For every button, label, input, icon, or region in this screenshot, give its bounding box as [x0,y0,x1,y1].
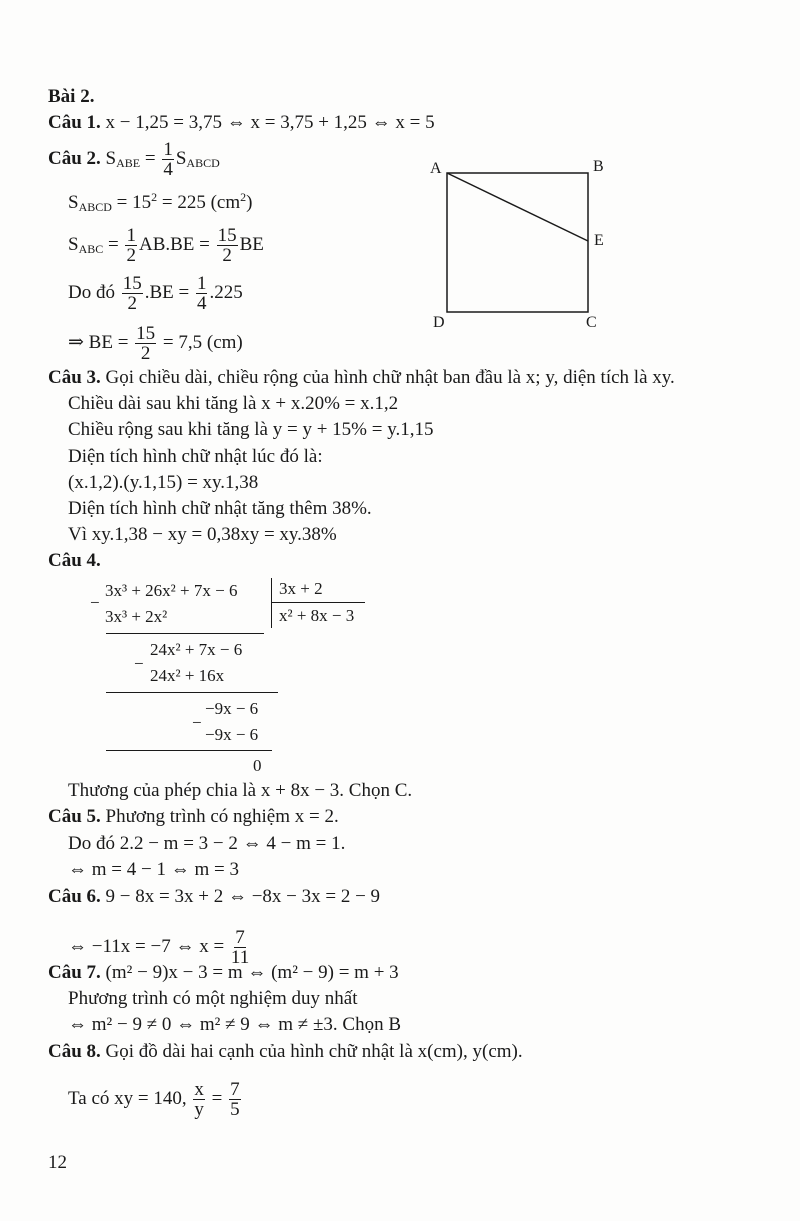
text-line: Diện tích hình chữ nhật tăng thêm 38%. [68,498,372,519]
text: Câu 6. [48,886,101,907]
text: 11 [230,947,250,968]
text-line: (x.1,2).(y.1,15) = xy.1,38 [68,472,259,493]
text-line: Thương của phép chia là x + 8x − 3. Chọn C. [68,780,413,801]
text: S [105,147,117,169]
text: 3x + 2 [279,579,323,598]
text: 0 [253,756,262,775]
cau-2-line-3 [68,226,264,265]
text: 2 [151,190,158,204]
fraction [162,140,174,179]
point-e-label: E [594,232,604,249]
text: = [206,1087,228,1109]
text: 2 [126,245,136,266]
text: Câu 5. [48,806,101,827]
cau-1 [48,112,435,134]
cau-2-line-1 [48,140,220,179]
text: Ta có xy = 140, [68,1087,192,1109]
text: .225 [209,281,243,303]
text: −9x − 6 [205,699,259,718]
text: S [68,233,79,255]
text: 2 [222,245,232,266]
text: ABCD [186,155,220,170]
text: Gọi đồ dài hai cạnh của hình chữ nhật là x(cm), y(cm). [105,1041,523,1062]
vertex-d-label: D [433,314,445,331]
square-abcd-figure [440,168,595,318]
cau-3 [48,367,675,389]
text: Gọi chiều dài, chiều rộng của hình chữ nhật ban đầu là x; y, diện tích là xy. [105,367,675,388]
text: S [68,192,79,213]
text-line: Vì xy.1,38 − xy = 0,38xy = xy.38% [68,524,337,545]
text: 3x³ + 26x² + 7x − 6 [105,581,238,600]
text: 15 [217,225,237,246]
text-line: ⇔ m = 4 − 1 ⇔ m = 3 [68,859,239,880]
text: 1 [126,225,136,246]
vertex-a-label: A [430,160,442,177]
text: ABE [116,155,141,170]
page-number: 12 [48,1152,67,1173]
text: AB.BE = [138,233,215,255]
cau-2-line-2 [68,186,252,218]
text-line: Do đó 2.2 − m = 3 − 2 ⇔ 4 − m = 1. [68,833,346,854]
text: 3x³ + 2x² [105,607,168,626]
cau-2-line-5 [68,324,243,363]
section-title: Bài 2. [48,86,95,107]
cau-8 [48,1041,523,1063]
cau-2-line-4 [68,274,243,313]
text-line: Chiều rộng sau khi tăng là y = y + 15% = y.1,15 [68,419,434,440]
text: (m² − 9)x − 3 = m ⇔ (m² − 9) = m + 3 [105,962,399,983]
text: = [140,147,161,169]
text: 4 [163,159,173,180]
text: 2 [240,190,247,204]
text: 2 [140,343,151,364]
text: = 225 (cm [157,192,241,213]
text: 15 [122,273,142,294]
text: Câu 7. [48,962,101,983]
cau-5 [48,806,339,828]
text: = 7,5 (cm) [158,331,243,353]
text: 1 [196,273,207,294]
text-line: ⇔ m² − 9 ≠ 0 ⇔ m² ≠ 9 ⇔ m ≠ ±3. Chọn B [68,1014,402,1035]
text: 5 [230,1099,240,1120]
text: 4 [196,293,207,314]
text: 7 [235,927,245,948]
text: ⇔ −11x = −7 ⇔ x = [68,935,229,957]
text: − [134,654,144,673]
text: 7 [230,1079,240,1100]
text: .BE = [144,281,194,303]
text: 24x² + 16x [150,666,225,685]
text: Câu 8. [48,1041,101,1062]
text: 24x² + 7x − 6 [150,640,243,659]
text: = [103,233,124,255]
question-label: Câu 4. [48,550,101,571]
question-label: Câu 2. [48,147,101,169]
cau-7 [48,962,399,984]
text: BE [239,233,264,255]
text: ) [246,192,253,213]
text: − [90,593,100,612]
text-line: Phương trình có một nghiệm duy nhất [68,988,358,1009]
text: 15 [136,323,156,344]
text: ABC [78,241,104,256]
text: Phương trình có nghiệm x = 2. [105,806,339,827]
text: ⇒ BE = [68,331,134,353]
text: −9x − 6 [205,725,259,744]
text: Câu 3. [48,367,101,388]
cau-6 [48,886,380,908]
text-line: Diện tích hình chữ nhật lúc đó là: [68,446,323,467]
text: x [194,1079,204,1100]
text: ABCD [78,200,112,214]
text: 2 [127,293,137,314]
cau-8-line-2 [68,1080,243,1119]
answer-text: x − 1,25 = 3,75 ⇔ x = 3,75 + 1,25 ⇔ x = 5 [105,112,435,133]
text: x² + 8x − 3 [279,606,355,625]
text: 1 [163,139,173,160]
vertex-b-label: B [593,158,604,175]
text: Do đó [68,281,120,303]
text: S [175,147,187,169]
vertex-c-label: C [586,314,597,331]
text: 9 − 8x = 3x + 2 ⇔ −8x − 3x = 2 − 9 [105,886,381,907]
text: = 15 [111,192,152,213]
question-label: Câu 1. [48,112,101,133]
text-line: Chiều dài sau khi tăng là x + x.20% = x.1,2 [68,393,399,414]
text: y [194,1099,204,1120]
text: − [192,713,202,732]
